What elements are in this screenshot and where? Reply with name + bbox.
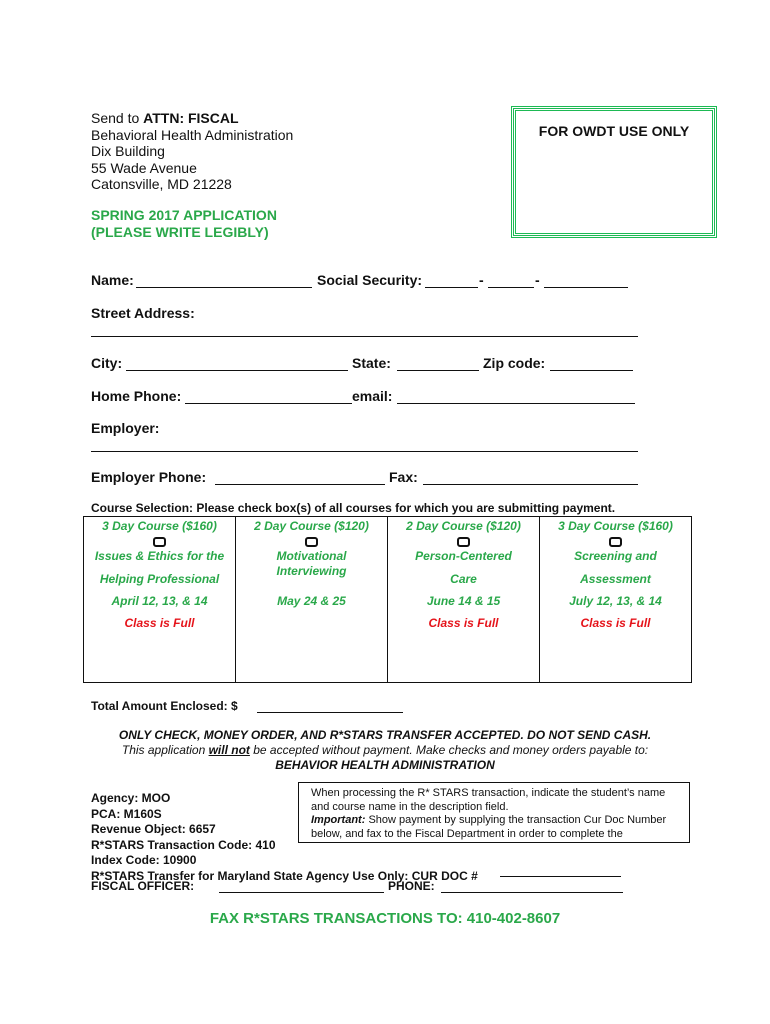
employer-phone-label: Employer Phone: <box>91 469 207 485</box>
fiscal-phone-field[interactable] <box>441 892 623 893</box>
name-label: Name: <box>91 272 134 288</box>
rstars-line-1: When processing the R* STARS transaction, indicate the student’s name <box>311 787 666 799</box>
employer-phone-field[interactable] <box>215 484 385 485</box>
payment-note-post: be accepted without payment. Make checks and money orders payable to: <box>249 743 649 757</box>
employer-label: Employer: <box>91 420 160 436</box>
ssn-field-3[interactable] <box>544 287 628 288</box>
ssn-dash-2: - <box>535 272 540 288</box>
state-label: State: <box>352 355 391 371</box>
pca-code: PCA: M160S <box>91 806 162 821</box>
transaction-code: R*STARS Transaction Code: 410 <box>91 837 276 852</box>
ssn-dash-1: - <box>479 272 484 288</box>
send-to-attn: ATTN: FISCAL <box>143 110 239 126</box>
course-price: 2 Day Course ($120) <box>254 519 369 533</box>
fax-label: Fax: <box>389 469 418 485</box>
payment-note-pre: This application <box>121 743 209 757</box>
home-phone-field[interactable] <box>185 403 352 404</box>
course-dates: April 12, 13, & 14 <box>111 594 208 608</box>
payee-name: BEHAVIOR HEALTH ADMINISTRATION <box>275 758 495 772</box>
course-table <box>83 516 692 683</box>
course-checkbox[interactable] <box>153 537 166 547</box>
rstars-line-4: below, and fax to the Fiscal Department in order to complete the <box>311 827 623 840</box>
important-text: Show payment by supplying the transaction Cur Doc Number <box>365 814 667 826</box>
index-code: Index Code: 10900 <box>91 853 197 867</box>
fiscal-officer-label: FISCAL OFFICER: <box>91 879 195 893</box>
rstars-line-2: and course name in the description field. <box>311 800 509 813</box>
ssn-field-1[interactable] <box>425 287 478 288</box>
address-line-3: 55 Wade Avenue <box>91 159 197 176</box>
course-dates: June 14 & 15 <box>426 594 501 608</box>
course-checkbox[interactable] <box>609 537 622 547</box>
address-line-1: Behavioral Health Administration <box>91 126 294 143</box>
course-price: 2 Day Course ($120) <box>406 519 521 533</box>
city-label: City: <box>91 355 123 371</box>
address-line-2: Dix Building <box>91 143 165 159</box>
course-title: Motivational Interviewing <box>276 549 347 578</box>
course-title: Issues & Ethics for the <box>94 549 225 563</box>
address-line-4: Catonsville, MD 21228 <box>91 176 232 192</box>
fiscal-officer-field[interactable] <box>219 892 384 893</box>
total-amount-field[interactable] <box>257 712 403 713</box>
revenue-object: Revenue Object: 6657 <box>91 822 216 836</box>
course-price: 3 Day Course ($160) <box>102 519 217 533</box>
mailing-address <box>91 110 293 193</box>
email-field[interactable] <box>397 403 635 404</box>
zip-label: Zip code: <box>483 355 546 371</box>
course-title: Screening and <box>574 549 657 563</box>
course-status: Class is Full <box>124 616 195 630</box>
course-cell <box>236 517 388 683</box>
payment-note-emphasis: will not <box>208 743 250 757</box>
fax-instructions: FAX R*STARS TRANSACTIONS TO: 410-402-8607 <box>209 910 561 927</box>
payment-notice: ONLY CHECK, MONEY ORDER, AND R*STARS TRANSFER ACCEPTED. DO NOT SEND CASH. <box>118 728 652 742</box>
course-checkbox[interactable] <box>305 537 318 547</box>
office-use-box <box>513 108 715 236</box>
home-phone-label: Home Phone: <box>91 388 182 404</box>
course-price: 3 Day Course ($160) <box>558 519 673 533</box>
application-subtitle: (PLEASE WRITE LEGIBLY) <box>91 224 269 240</box>
payment-note <box>0 743 770 757</box>
office-use-label: FOR OWDT USE ONLY <box>538 123 690 139</box>
course-dates: July 12, 13, & 14 <box>569 594 662 608</box>
course-status: Class is Full <box>428 616 499 630</box>
course-status: Class is Full <box>580 616 651 630</box>
street-address-label: Street Address: <box>91 305 195 321</box>
important-label: Important: <box>311 814 366 826</box>
course-cell <box>388 517 540 683</box>
agency-code: Agency: MOO <box>91 791 171 805</box>
send-to-prefix: Send to <box>91 110 144 126</box>
email-label: email: <box>352 388 393 404</box>
ssn-label: Social Security: <box>317 272 423 288</box>
course-title: Person-Centered <box>415 549 512 563</box>
fiscal-phone-label: PHONE: <box>388 879 435 893</box>
cur-doc-label: R*STARS Transfer for Maryland State Agency Use Only: CUR DOC # <box>91 868 478 883</box>
state-field[interactable] <box>397 370 479 371</box>
name-field[interactable] <box>136 287 312 288</box>
course-selection-heading: Course Selection: Please check box(s) of all courses for which you are submitting payment. <box>91 501 616 515</box>
application-title <box>91 207 277 241</box>
course-title-line-2: Helping Professional <box>99 572 220 586</box>
fax-field[interactable] <box>423 484 638 485</box>
city-field[interactable] <box>126 370 348 371</box>
street-address-field[interactable] <box>91 336 638 337</box>
course-title-line-2: Care <box>450 572 477 586</box>
course-title-line-2: Assessment <box>580 572 651 586</box>
zip-field[interactable] <box>550 370 633 371</box>
agency-codes <box>91 791 478 884</box>
course-cell <box>540 517 692 683</box>
course-cell <box>84 517 236 683</box>
course-checkbox[interactable] <box>457 537 470 547</box>
total-amount-label: Total Amount Enclosed: $ <box>91 699 238 713</box>
course-dates: May 24 & 25 <box>277 594 346 608</box>
cur-doc-field[interactable] <box>500 876 621 877</box>
employer-field[interactable] <box>91 451 638 452</box>
ssn-field-2[interactable] <box>488 287 534 288</box>
application-title-text: SPRING 2017 APPLICATION <box>91 207 277 223</box>
send-to-line <box>91 110 293 127</box>
